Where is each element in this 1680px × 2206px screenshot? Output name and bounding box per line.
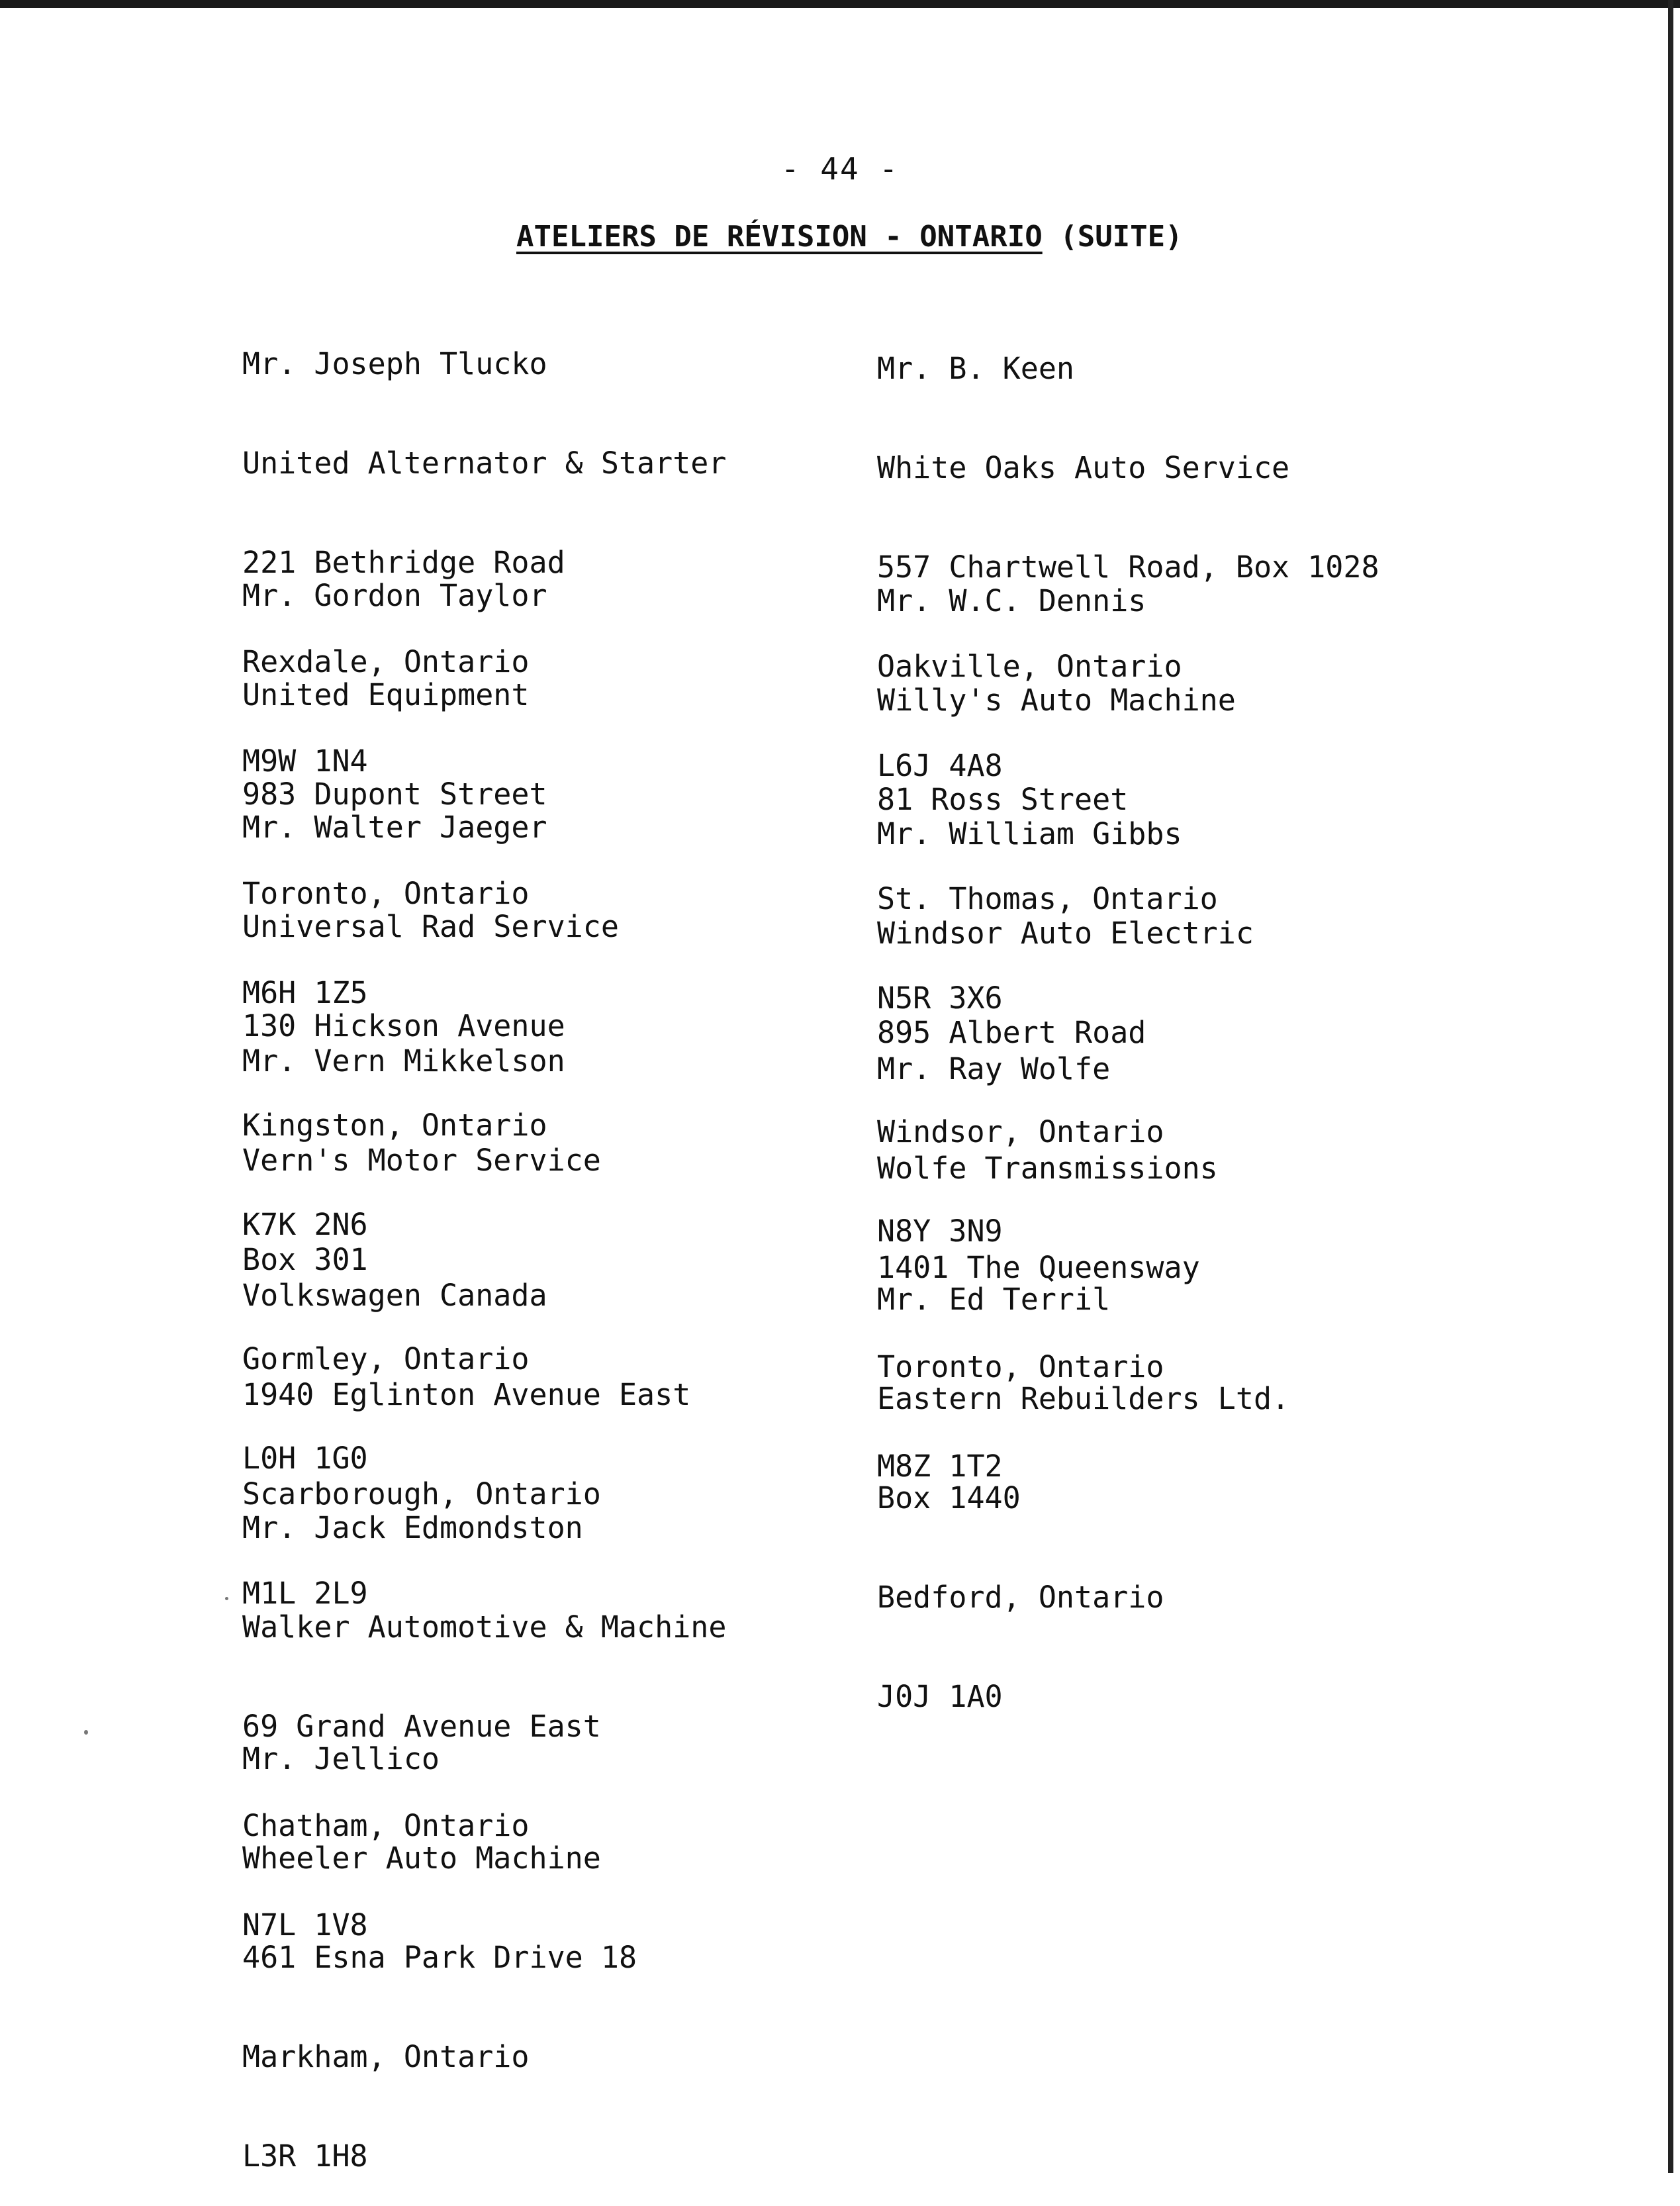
street-address: 130 Hickson Avenue [242,1008,565,1043]
heading-suffix: (SUITE) [1042,220,1183,254]
contact-name: Mr. Gordon Taylor [242,578,547,613]
city-province: Markham, Ontario [242,2039,530,2074]
postal-code: N5R 3X6 [877,981,1003,1016]
page-top-edge [0,0,1680,8]
street-address: 895 Albert Road [877,1015,1146,1050]
city-province: St. Thomas, Ontario [877,881,1218,916]
city-province: Scarborough, Ontario [242,1476,601,1511]
company-name: Walker Automotive & Machine [242,1609,727,1645]
postal-code: M6H 1Z5 [242,975,368,1010]
city-province: Rexdale, Ontario [242,644,530,679]
postal-code: K7K 2N6 [242,1207,368,1242]
street-address: 983 Dupont Street [242,777,547,812]
page-number: - 44 - [780,151,900,187]
scan-speck [84,1730,88,1735]
address-entry [877,1214,1290,1747]
city-province: Windsor, Ontario [877,1114,1164,1149]
postal-code: N8Y 3N9 [877,1214,1003,1249]
company-name: United Alternator & Starter [242,446,727,481]
postal-code: M9W 1N4 [242,743,368,779]
postal-code: N7L 1V8 [242,1907,368,1942]
heading-main: ATELIERS DE RÉVISION - ONTARIO [516,220,1043,254]
contact-name: Mr. Walter Jaeger [242,810,547,845]
company-name: Wheeler Auto Machine [242,1841,601,1876]
company-name: Universal Rad Service [242,909,619,944]
company-name: Volkswagen Canada [242,1278,547,1313]
company-name: Windsor Auto Electric [877,916,1254,951]
contact-name: Mr. Jellico [242,1741,440,1776]
street-address: 221 Bethridge Road [242,545,565,580]
city-province: Toronto, Ontario [877,1349,1164,1384]
contact-name: Mr. B. Keen [877,351,1075,386]
postal-code: M1L 2L9 [242,1576,368,1611]
contact-name: Mr. Ray Wolfe [877,1051,1111,1086]
city-province: Bedford, Ontario [877,1580,1164,1615]
street-address: 557 Chartwell Road, Box 1028 [877,550,1379,585]
street-address: 81 Ross Street [877,782,1129,817]
contact-name: Mr. Joseph Tlucko [242,346,547,381]
street-address: 461 Esna Park Drive 18 [242,1940,637,1975]
city-province: Kingston, Ontario [242,1108,547,1143]
street-address: Box 1440 [877,1480,1021,1515]
company-name: United Equipment [242,677,530,712]
page-heading [516,220,1183,254]
company-name: Willy's Auto Machine [877,683,1236,718]
company-name: Vern's Motor Service [242,1143,601,1178]
contact-name: Mr. Jack Edmondston [242,1510,583,1545]
address-entry [242,1676,637,2206]
page-right-edge [1668,0,1673,2173]
street-address: 1940 Eglinton Avenue East [242,1377,691,1412]
contact-name: Mr. Vern Mikkelson [242,1043,565,1079]
company-name: Wolfe Transmissions [877,1151,1218,1186]
street-address: Box 301 [242,1242,368,1277]
street-address: 1401 The Queensway [877,1250,1200,1285]
postal-code: J0J 1A0 [877,1679,1003,1714]
contact-name: Mr. W.C. Dennis [877,583,1146,618]
city-province: Toronto, Ontario [242,876,530,911]
company-name: White Oaks Auto Service [877,450,1290,485]
contact-name: Mr. William Gibbs [877,816,1182,851]
city-province: Gormley, Ontario [242,1341,530,1376]
postal-code: L6J 4A8 [877,748,1003,783]
postal-code: M8Z 1T2 [877,1449,1003,1484]
postal-code: L3R 1H8 [242,2138,368,2174]
company-name: Eastern Rebuilders Ltd. [877,1381,1290,1416]
scan-speck [225,1597,228,1600]
postal-code: L0H 1G0 [242,1441,368,1476]
contact-name: Mr. Ed Terril [877,1282,1111,1317]
city-province: Oakville, Ontario [877,649,1182,684]
street-address: 69 Grand Avenue East [242,1709,601,1744]
city-province: Chatham, Ontario [242,1808,530,1843]
